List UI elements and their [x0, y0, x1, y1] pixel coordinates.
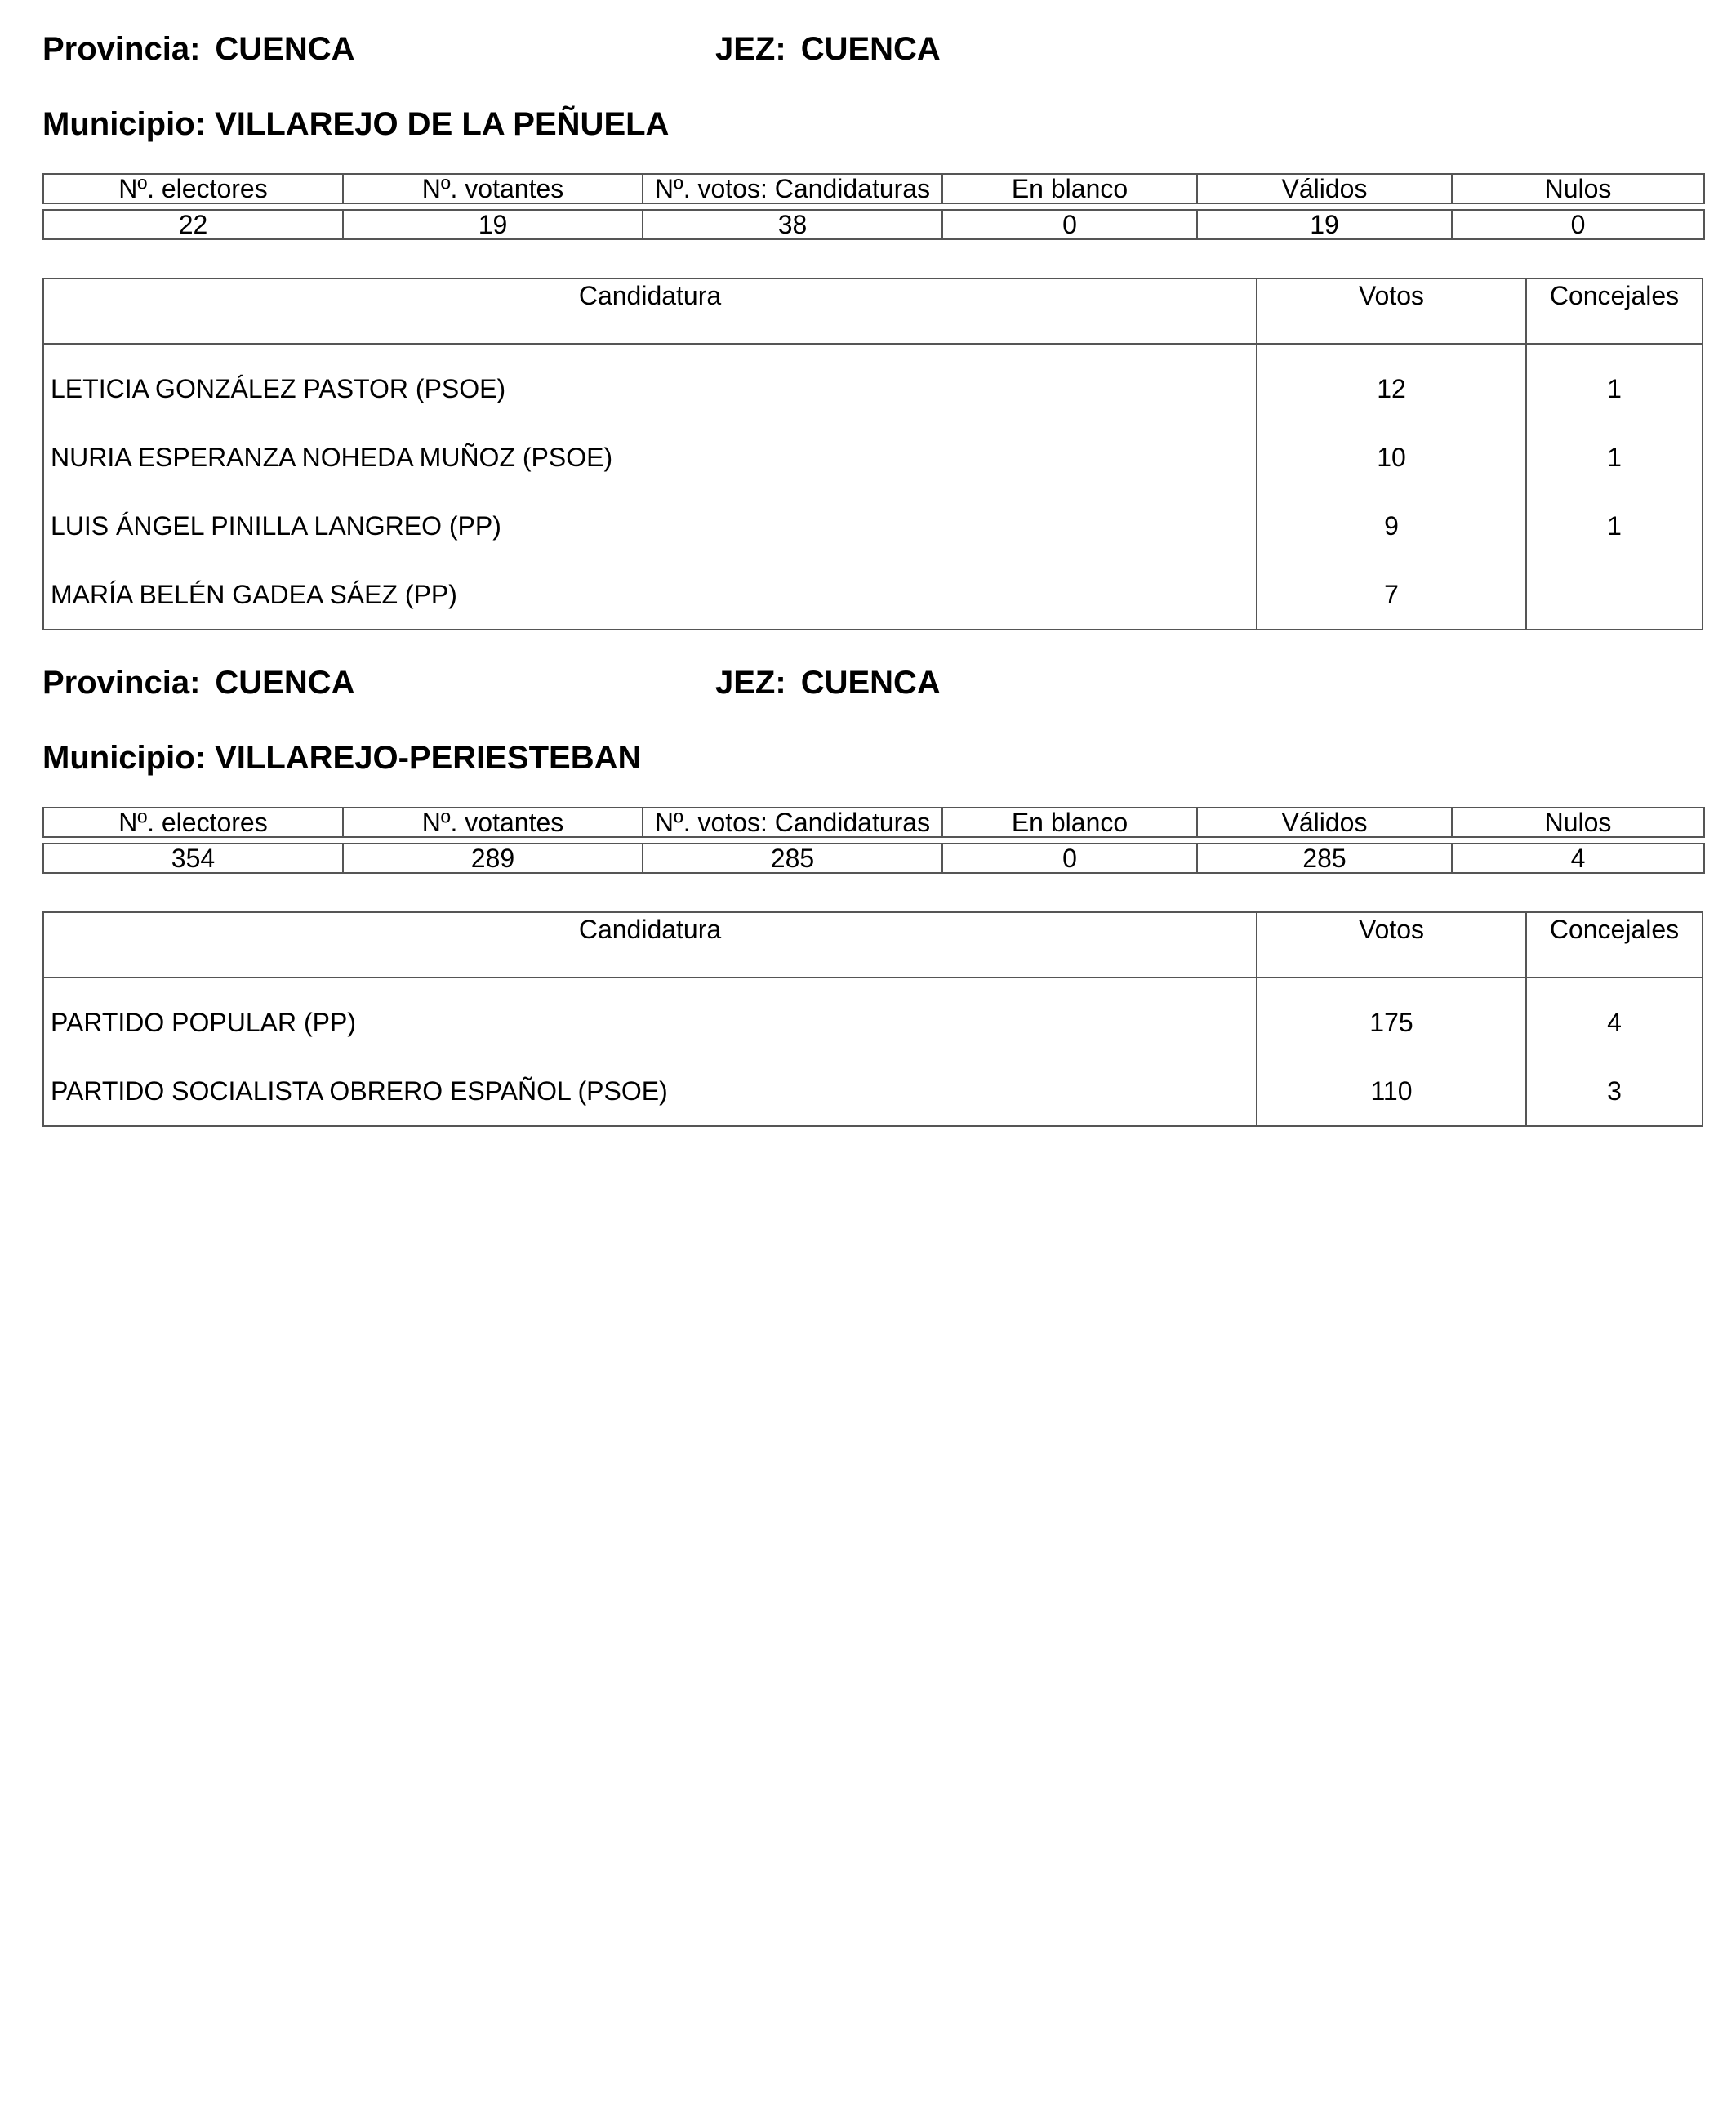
provincia-line [42, 663, 355, 702]
municipio-value: VILLAREJO DE LA PEÑUELA [215, 106, 670, 142]
summary-gap-row [43, 837, 1704, 844]
provincia-value: CUENCA [215, 31, 355, 67]
summary-value-row [43, 844, 1704, 873]
summary-header-cell: Nº. votantes [343, 174, 643, 203]
municipio-line [42, 738, 641, 777]
candidate-concejales: 1 [1525, 423, 1702, 492]
candidate-votos: 175 [1256, 988, 1525, 1057]
summary-gap-row [43, 203, 1704, 210]
candidate-votos: 7 [1256, 560, 1525, 629]
provincia-label: Provincia: [42, 665, 201, 701]
candidate-name: NURIA ESPERANZA NOHEDA MUÑOZ (PSOE) [51, 443, 613, 472]
candidate-row [44, 1057, 1702, 1125]
summary-value-cell: 289 [343, 844, 643, 873]
summary-table [42, 807, 1705, 874]
summary-header-cell: Válidos [1197, 808, 1452, 837]
candidate-row [44, 492, 1702, 560]
summary-value-cell: 0 [942, 844, 1197, 873]
jez-value: CUENCA [800, 665, 941, 701]
summary-header-cell: En blanco [942, 174, 1197, 203]
summary-header-row [43, 808, 1704, 837]
candidate-name: LUIS ÁNGEL PINILLA LANGREO (PP) [51, 511, 501, 541]
summary-value-row [43, 210, 1704, 239]
summary-value-cell: 22 [43, 210, 343, 239]
candidate-concejales [1525, 560, 1702, 629]
provincia-value: CUENCA [215, 665, 355, 701]
candidate-name: PARTIDO SOCIALISTA OBRERO ESPAÑOL (PSOE) [51, 1076, 668, 1106]
summary-value-cell: 0 [1452, 210, 1704, 239]
candidate-votos: 110 [1256, 1057, 1525, 1125]
summary-value-cell: 19 [1197, 210, 1452, 239]
candidates-spacer [44, 978, 1702, 988]
candidates-table [42, 278, 1703, 630]
candidatura-header: Candidatura [578, 915, 722, 944]
candidate-name: PARTIDO POPULAR (PP) [51, 1008, 356, 1037]
candidate-row [44, 423, 1702, 492]
jez-label: JEZ: [715, 31, 786, 67]
candidate-concejales: 4 [1525, 988, 1702, 1057]
candidate-votos: 9 [1256, 492, 1525, 560]
candidate-concejales: 1 [1525, 354, 1702, 423]
candidates-header-row [44, 913, 1702, 978]
candidates-spacer [44, 345, 1702, 354]
summary-value-cell: 285 [1197, 844, 1452, 873]
candidate-row [44, 354, 1702, 423]
jez-line [715, 663, 941, 702]
municipio-line [42, 105, 669, 144]
candidate-name: LETICIA GONZÁLEZ PASTOR (PSOE) [51, 374, 506, 403]
summary-value-cell: 0 [942, 210, 1197, 239]
summary-header-cell: Nº. votos: Candidaturas [643, 808, 942, 837]
votos-header: Votos [1256, 279, 1525, 343]
summary-value-cell: 4 [1452, 844, 1704, 873]
summary-value-cell: 285 [643, 844, 942, 873]
summary-header-row [43, 174, 1704, 203]
candidates-header-row [44, 279, 1702, 345]
summary-table [42, 173, 1705, 240]
provincia-line [42, 29, 355, 69]
candidatura-header: Candidatura [578, 281, 722, 310]
candidate-row [44, 988, 1702, 1057]
summary-header-cell: Nº. votantes [343, 808, 643, 837]
summary-value-cell: 354 [43, 844, 343, 873]
candidate-votos: 10 [1256, 423, 1525, 492]
summary-header-cell: Nº. electores [43, 174, 343, 203]
candidates-table [42, 911, 1703, 1127]
provincia-label: Provincia: [42, 31, 201, 67]
summary-header-cell: En blanco [942, 808, 1197, 837]
summary-header-cell: Nulos [1452, 808, 1704, 837]
candidate-concejales: 1 [1525, 492, 1702, 560]
jez-value: CUENCA [800, 31, 941, 67]
concejales-header: Concejales [1525, 279, 1702, 343]
summary-header-cell: Nº. votos: Candidaturas [643, 174, 942, 203]
concejales-header: Concejales [1525, 913, 1702, 977]
jez-label: JEZ: [715, 665, 786, 701]
candidate-concejales: 3 [1525, 1057, 1702, 1125]
municipio-label: Municipio: [42, 106, 206, 142]
candidate-votos: 12 [1256, 354, 1525, 423]
municipio-label: Municipio: [42, 740, 206, 776]
summary-header-cell: Nulos [1452, 174, 1704, 203]
summary-value-cell: 19 [343, 210, 643, 239]
summary-value-cell: 38 [643, 210, 942, 239]
summary-header-cell: Nº. electores [43, 808, 343, 837]
votos-header: Votos [1256, 913, 1525, 977]
candidate-row [44, 560, 1702, 629]
summary-header-cell: Válidos [1197, 174, 1452, 203]
candidate-name: MARÍA BELÉN GADEA SÁEZ (PP) [51, 580, 457, 609]
jez-line [715, 29, 941, 69]
municipio-value: VILLAREJO-PERIESTEBAN [215, 740, 642, 776]
